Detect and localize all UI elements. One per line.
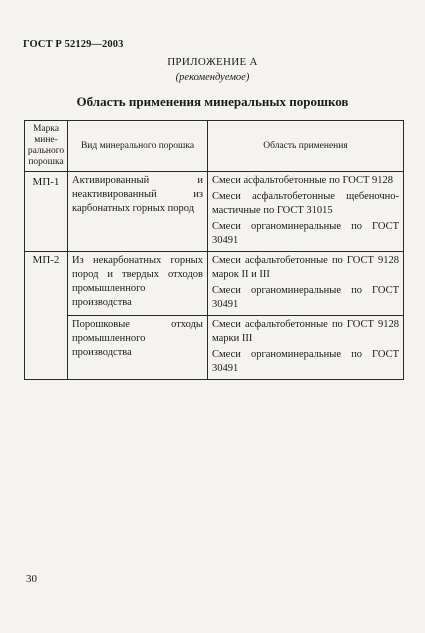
table-header-row (25, 121, 404, 172)
area-item: Смеси асфальтобетонные по ГОСТ 9128 (212, 175, 394, 186)
table-row (25, 172, 404, 252)
area-item: Смеси органоминеральные по ГОСТ 30491 (212, 285, 399, 310)
area-cell (208, 316, 404, 380)
column-header-area: Область применения (208, 121, 404, 172)
document-code: ГОСТ Р 52129—2003 (23, 39, 124, 50)
type-cell: Порошковые отходы промышленного производства (68, 316, 208, 380)
appendix-label: ПРИЛОЖЕНИЕ А (167, 56, 258, 68)
table-row (25, 316, 404, 380)
grade-cell: МП-1 (25, 172, 68, 252)
type-cell: Из некарбонатных горных пород и твердых отходов промышленного производства (68, 252, 208, 316)
type-cell: Активированный и неактивированный из карбонатных горных пород (68, 172, 208, 252)
appendix-note: (рекомендуемое) (175, 72, 250, 83)
area-cell (208, 252, 404, 316)
area-cell (208, 172, 404, 252)
area-item: Смеси органоминеральные по ГОСТ 30491 (212, 349, 399, 374)
area-item: Смеси асфальтобетонные по ГОСТ 9128 марки III (212, 319, 399, 344)
column-header-type: Вид минерального порошка (68, 121, 208, 172)
area-item: Смеси асфальтобетонные по ГОСТ 9128 марок II и III (212, 255, 399, 280)
grade-cell: МП-2 (25, 252, 68, 380)
table-row (25, 252, 404, 316)
application-table (24, 120, 404, 380)
page-number: 30 (26, 573, 37, 585)
area-item: Смеси органоминеральные по ГОСТ 30491 (212, 221, 399, 246)
section-title: Область применения минеральных порошков (76, 94, 349, 109)
area-item: Смеси асфальтобетонные щебеночно-мастичные по ГОСТ 31015 (212, 191, 399, 216)
column-header-grade: Марка мине- рального порошка (25, 121, 68, 172)
